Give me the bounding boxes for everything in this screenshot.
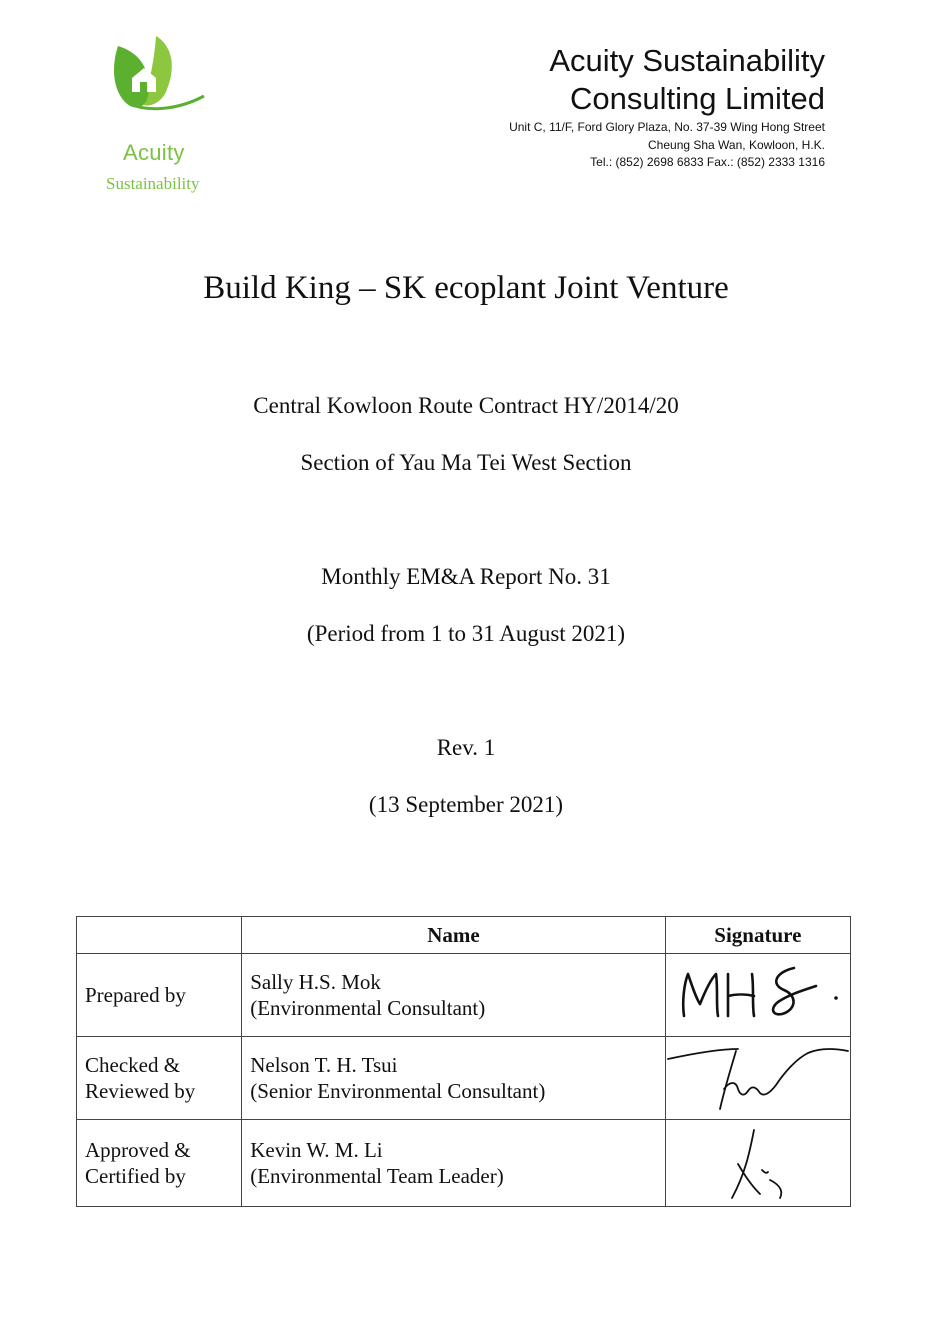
- header-signature: Signature: [665, 917, 850, 954]
- header-name: Name: [242, 917, 666, 954]
- role-label: Checked &: [85, 1053, 181, 1077]
- person-cell: [242, 954, 666, 1037]
- role-cell: [77, 954, 242, 1037]
- signature-cell: [665, 954, 850, 1037]
- person-name: Nelson T. H. Tsui: [250, 1053, 398, 1077]
- header-role: [77, 917, 242, 954]
- signature-image: [666, 1037, 850, 1113]
- person-title: (Senior Environmental Consultant): [250, 1079, 546, 1103]
- company-address-line2: Cheung Sha Wan, Kowloon, H.K.: [648, 137, 825, 152]
- role-label: Reviewed by: [85, 1079, 196, 1103]
- role-label: Prepared by: [85, 983, 186, 1007]
- role-cell: [77, 1120, 242, 1207]
- company-contact: Tel.: (852) 2698 6833 Fax.: (852) 2333 1316: [590, 155, 825, 169]
- role-cell: [77, 1037, 242, 1120]
- person-cell: [242, 1037, 666, 1120]
- table-row: [77, 1120, 851, 1207]
- revision-date: (13 September 2021): [368, 792, 564, 817]
- person-title: (Environmental Consultant): [250, 996, 486, 1020]
- person-name: Kevin W. M. Li: [250, 1138, 383, 1162]
- revision-label: Rev. 1: [436, 735, 496, 760]
- client-title: Build King – SK ecoplant Joint Venture: [203, 270, 729, 306]
- table-row: [77, 1037, 851, 1120]
- logo-name: Acuity: [123, 140, 185, 165]
- company-header: [509, 42, 825, 171]
- report-title: Monthly EM&A Report No. 31: [321, 564, 611, 589]
- person-cell: [242, 1120, 666, 1207]
- contract-title: Central Kowloon Route Contract HY/2014/20: [253, 393, 679, 418]
- person-name: Sally H.S. Mok: [250, 970, 381, 994]
- signature-cell: [665, 1037, 850, 1120]
- signature-image: [666, 954, 850, 1030]
- section-title: Section of Yau Ma Tei West Section: [300, 450, 632, 475]
- leaf-house-logo-icon: [108, 34, 212, 114]
- signoff-table: [76, 916, 851, 1207]
- role-label: Approved &: [85, 1138, 191, 1162]
- company-logo: [100, 34, 220, 193]
- signature-image: [666, 1120, 850, 1200]
- company-name-line2: Consulting Limited: [569, 81, 825, 116]
- report-period: (Period from 1 to 31 August 2021): [306, 621, 626, 646]
- role-label: Certified by: [85, 1164, 186, 1188]
- table-row: [77, 954, 851, 1037]
- signoff-header-row: [77, 917, 851, 954]
- company-name-line1: Acuity Sustainability: [549, 43, 825, 78]
- person-title: (Environmental Team Leader): [250, 1164, 504, 1188]
- company-address-line1: Unit C, 11/F, Ford Glory Plaza, No. 37-39 Wing Hong Street: [509, 120, 825, 134]
- logo-tagline: Sustainability: [106, 174, 200, 193]
- signature-cell: [665, 1120, 850, 1207]
